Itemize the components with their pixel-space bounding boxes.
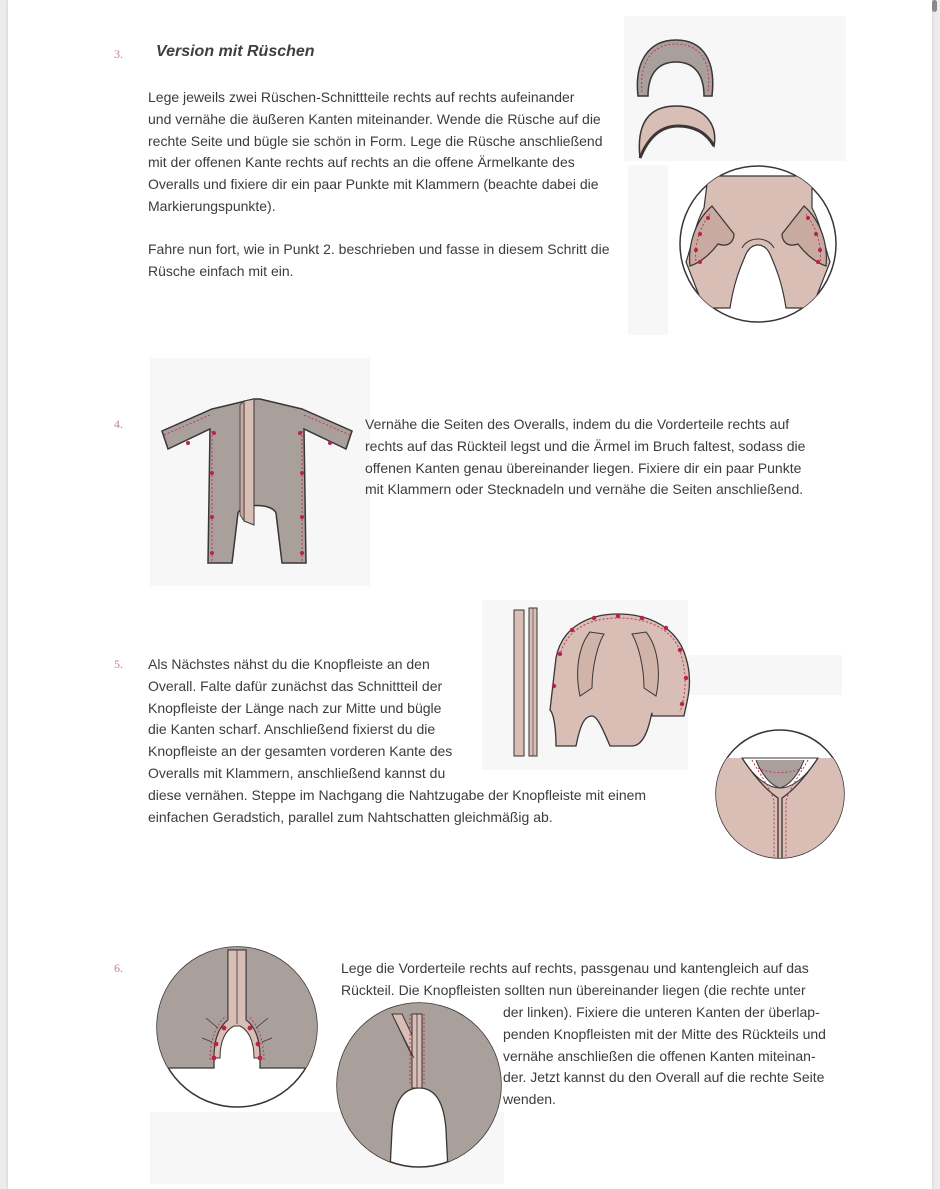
text-line: penden Knopfleisten mit der Mitte des Rückteils und — [503, 1025, 826, 1042]
text-line: einfachen Geradstich, parallel zum Nahtschatten gleichmäßig ab. — [148, 808, 553, 825]
text-line: mit Klammern oder Stecknadeln und vernähe die Seiten anschließend. — [365, 481, 804, 498]
step-number-3: 3. — [114, 47, 123, 61]
step6-paragraph-top — [341, 958, 809, 1002]
text-line: Als Nächstes nähst du die Knopfleiste an den — [148, 656, 430, 672]
text-line: Rüsche einfach mit ein. — [148, 262, 294, 279]
step3-paragraph-2 — [148, 239, 609, 283]
step3-paragraph-1 — [148, 87, 603, 218]
illustration-backdrop — [628, 165, 668, 335]
text-line: Overall. Falte dafür zunächst das Schnittteil der — [148, 677, 443, 694]
text-line: rechts auf das Rückteil legst und die Ärmel im Bruch faltest, sodass die — [365, 437, 806, 454]
document-page — [8, 0, 932, 1189]
text-line: die Kanten scharf. Anschließend fixierst du die — [148, 721, 436, 738]
text-line: Lege jeweils zwei Rüschen-Schnittteile rechts auf rechts aufeinander — [148, 89, 575, 105]
text-line: Overalls und fixiere dir ein paar Punkte mit Klammern (beachte dabei die — [148, 176, 599, 193]
text-line: Markierungspunkte). — [148, 197, 276, 214]
sleeve-ruffle-detail-illustration — [672, 158, 844, 330]
text-line: wenden. — [503, 1091, 556, 1108]
text-line: Vernähe die Seiten des Overalls, indem du die Vorderteile rechts auf — [365, 416, 790, 432]
text-line: der. Jetzt kannst du den Overall auf die rechte Seite — [503, 1069, 825, 1086]
crotch-overlap-illustration — [154, 944, 320, 1110]
text-line: und vernähe die äußeren Kanten miteinander. Wende die Rüsche auf die — [148, 110, 601, 127]
text-line: offenen Kanten genau übereinander liegen. Fixiere dir ein paar Punkte — [365, 459, 802, 476]
placket-overlap-illustration — [334, 1000, 504, 1170]
text-line: Lege die Vorderteile rechts auf rechts, passgenau und kantengleich auf das — [341, 960, 809, 976]
step-number-5: 5. — [114, 657, 123, 671]
step6-paragraph-side — [503, 1002, 826, 1111]
step-number-6: 6. — [114, 961, 123, 975]
step-number-4: 4. — [114, 417, 123, 431]
text-line: Knopfleiste an der gesamten vorderen Kante des — [148, 743, 453, 760]
ruffle-pieces-illustration — [628, 30, 728, 170]
placket-neckline-detail-illustration — [712, 728, 848, 860]
text-line: Fahre nun fort, wie in Punkt 2. beschrieben und fasse in diesem Schritt die — [148, 241, 610, 257]
text-line: Rückteil. Die Knopfleisten sollten nun übereinander liegen (die rechte unter — [341, 981, 806, 998]
illustration-backdrop — [688, 655, 842, 695]
step4-paragraph — [365, 414, 805, 501]
text-line: mit der offenen Kante rechts auf rechts an die offene Ärmelkante des — [148, 154, 575, 171]
text-line: Knopfleiste der Länge nach zur Mitte und bügle — [148, 699, 442, 716]
text-line: diese vernähen. Steppe im Nachgang die Nahtzugabe der Knopfleiste mit einem — [148, 786, 647, 803]
overall-sides-illustration — [154, 395, 360, 570]
scrollbar-thumb[interactable] — [932, 0, 937, 12]
text-line: Overalls mit Klammern, anschließend kannst du — [148, 764, 446, 781]
text-line: vernähe anschließen die offenen Kanten miteinan- — [503, 1047, 816, 1064]
text-line: der linken). Fixiere die unteren Kanten der überlap- — [503, 1004, 820, 1020]
text-line: rechte Seite und bügle sie schön in Form. Lege die Rüsche anschließend — [148, 132, 603, 149]
step-title: Version mit Rüschen — [156, 43, 315, 60]
button-placket-illustration — [500, 604, 700, 764]
